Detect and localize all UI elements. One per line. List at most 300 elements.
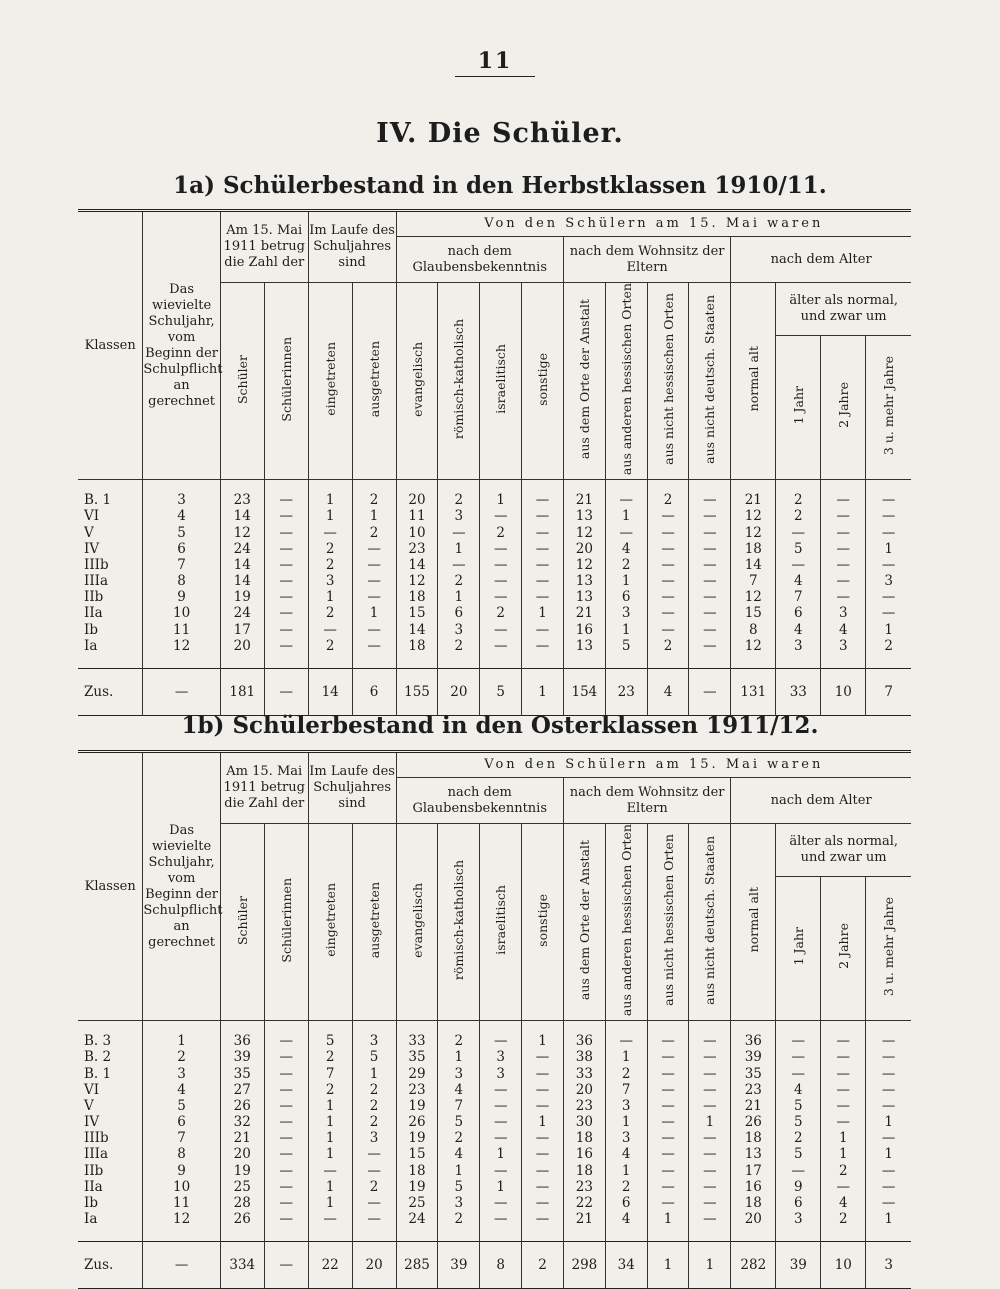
table-cell: 1 (308, 1146, 352, 1162)
table-cell: 8 (143, 573, 220, 589)
table-cell: 36 (731, 1021, 776, 1050)
table-cell: 14 (396, 622, 438, 638)
table-cell: — (522, 1211, 564, 1227)
table-cell: — (522, 524, 564, 540)
header-ausgetreten: ausgetreten (352, 283, 396, 480)
table-cell: 2 (605, 1179, 647, 1195)
table-cell: — (352, 1211, 396, 1227)
table-cell: 4 (438, 1082, 480, 1098)
table-cell: — (647, 622, 689, 638)
table-cell: 39 (220, 1049, 264, 1065)
table-cell: 20 (220, 638, 264, 654)
table-row (78, 638, 911, 654)
total-cell: 8 (480, 1242, 522, 1289)
table-cell: 4 (776, 1082, 821, 1098)
total-cell: 39 (776, 1242, 821, 1289)
table-row (78, 1065, 911, 1081)
total-label: Zus. (78, 668, 143, 715)
table-cell: 3 (480, 1065, 522, 1081)
table-cell: 36 (563, 1021, 605, 1050)
header-von-den-schuelern: Von den Schülern am 15. Mai waren (396, 752, 911, 778)
header-normal-alt: normal alt (731, 283, 776, 480)
class-label: IV (78, 541, 143, 557)
table-cell: 2 (308, 638, 352, 654)
table-cell: 1 (308, 1179, 352, 1195)
table-cell: 6 (143, 541, 220, 557)
class-label: IIb (78, 1163, 143, 1179)
table-cell: — (522, 1130, 564, 1146)
table-cell: — (689, 1195, 731, 1211)
table-cell: — (821, 1021, 866, 1050)
table-cell: 6 (605, 1195, 647, 1211)
table-cell: 13 (563, 638, 605, 654)
table-1a (78, 209, 911, 716)
table-cell: 16 (563, 1146, 605, 1162)
table-cell: — (881, 1130, 896, 1147)
table-cell: 2 (821, 1163, 866, 1179)
class-label: B. 2 (78, 1049, 143, 1065)
table-row (78, 508, 911, 524)
table-cell: 1 (480, 1179, 522, 1195)
table-cell: 2 (308, 1082, 352, 1098)
total-cell: — (264, 1242, 308, 1289)
table-cell: 18 (731, 541, 776, 557)
table-cell: 2 (352, 480, 396, 509)
table-cell: — (605, 524, 647, 540)
table-cell: — (647, 573, 689, 589)
table-cell: 4 (776, 622, 821, 638)
table-cell: 12 (143, 1211, 220, 1227)
table-row (78, 524, 911, 540)
table-cell: — (881, 1195, 896, 1212)
table-cell: — (689, 1065, 731, 1081)
table-cell: 1 (480, 480, 522, 509)
table-cell: — (264, 508, 308, 524)
table-cell: — (480, 1211, 522, 1227)
table-cell: — (438, 557, 480, 573)
table-cell: 11 (143, 1195, 220, 1211)
table-cell: 20 (563, 1082, 605, 1098)
header-alter: nach dem Alter (731, 778, 911, 824)
table-cell: 1 (605, 508, 647, 524)
total-cell: 3 (866, 1242, 911, 1289)
table-cell: — (308, 1211, 352, 1227)
table-cell: 23 (731, 1082, 776, 1098)
table-cell: 7 (143, 1130, 220, 1146)
table-cell: 7 (143, 557, 220, 573)
table-cell: 29 (396, 1065, 438, 1081)
header-zahl: Am 15. Mai 1911 betrug die Zahl der (220, 752, 308, 824)
class-label: V (78, 1098, 143, 1114)
table-row (78, 1179, 911, 1195)
table-cell: 35 (396, 1049, 438, 1065)
header-aelter: älter als normal, und zwar um (776, 283, 911, 336)
table-cell: 2 (352, 1114, 396, 1130)
table-cell: 7 (308, 1065, 352, 1081)
table-cell: 3 (438, 1195, 480, 1211)
table-cell: 19 (396, 1179, 438, 1195)
header-2-jahre: 2 Jahre (821, 335, 866, 479)
table-cell: — (689, 622, 731, 638)
table-cell: 2 (480, 524, 522, 540)
total-cell: 5 (480, 668, 522, 715)
table-cell: — (264, 1098, 308, 1114)
class-label: Ia (78, 638, 143, 654)
table-cell: — (647, 1179, 689, 1195)
table-cell: 4 (605, 1211, 647, 1227)
class-label: Ib (78, 622, 143, 638)
table-cell: 9 (143, 1163, 220, 1179)
table-cell: — (522, 541, 564, 557)
table-cell: 1 (480, 1146, 522, 1162)
table-cell: — (881, 589, 896, 606)
table-cell: 1 (884, 621, 893, 638)
header-nicht-hessischen: aus nicht hessischen Orten (647, 824, 689, 1021)
table-cell: 10 (143, 605, 220, 621)
table-cell: — (522, 638, 564, 654)
table-cell: 21 (731, 480, 776, 509)
total-cell: 154 (563, 668, 605, 715)
table-cell: 5 (352, 1049, 396, 1065)
table-row (78, 1021, 911, 1050)
header-alter: nach dem Alter (731, 237, 911, 283)
table-cell: — (264, 1211, 308, 1227)
table-cell: — (480, 1163, 522, 1179)
table-cell: 1 (647, 1211, 689, 1227)
table-1a-title: 1a) Schülerbestand in den Herbstklassen 1910/11. (173, 172, 827, 199)
total-cell: — (264, 668, 308, 715)
class-label: Ib (78, 1195, 143, 1211)
table-row (78, 573, 911, 589)
table-cell: 2 (438, 1211, 480, 1227)
table-cell: — (689, 1082, 731, 1098)
table-cell: — (352, 622, 396, 638)
total-cell: 2 (522, 1242, 564, 1289)
table-cell: — (264, 480, 308, 509)
table-cell: 1 (605, 573, 647, 589)
table-cell: 4 (821, 1195, 866, 1211)
table-cell: 1 (884, 540, 893, 557)
table-cell: 2 (352, 524, 396, 540)
table-cell: 24 (220, 605, 264, 621)
table-cell: 12 (396, 573, 438, 589)
class-label: IIa (78, 1179, 143, 1195)
header-sonstige: sonstige (522, 824, 564, 1021)
table-cell: — (821, 557, 866, 573)
table-cell: 1 (308, 589, 352, 605)
table-cell: 19 (396, 1098, 438, 1114)
table-cell: — (480, 638, 522, 654)
table-cell: 9 (776, 1179, 821, 1195)
table-row (78, 557, 911, 573)
table-cell: 1 (605, 1114, 647, 1130)
table-cell: 23 (563, 1098, 605, 1114)
table-cell: 1 (605, 1163, 647, 1179)
table-cell: — (881, 1033, 896, 1050)
table-cell: 3 (480, 1049, 522, 1065)
table-cell: — (480, 1082, 522, 1098)
table-cell: — (821, 1082, 866, 1098)
total-cell: 1 (647, 1242, 689, 1289)
header-nicht-hessischen: aus nicht hessischen Orten (647, 283, 689, 480)
table-cell: 2 (308, 541, 352, 557)
table-cell: — (821, 1065, 866, 1081)
header-israelitisch: israelitisch (480, 824, 522, 1021)
table-cell: 5 (776, 1114, 821, 1130)
header-schuljahr: Das wievielte Schuljahr, vom Beginn der Schulpflicht an gerechnet (143, 211, 220, 480)
table-cell: 11 (143, 622, 220, 638)
table-cell: 1 (143, 1021, 220, 1050)
header-glaubensbekenntnis: nach dem Glaubensbekenntnis (396, 237, 563, 283)
total-cell: — (689, 668, 731, 715)
table-cell: — (821, 589, 866, 605)
header-wohnsitz: nach dem Wohnsitz der Eltern (563, 237, 730, 283)
table-cell: — (264, 1195, 308, 1211)
table-cell: — (776, 1163, 821, 1179)
table-cell: — (522, 508, 564, 524)
table-cell: 3 (143, 1065, 220, 1081)
table-cell: 14 (396, 557, 438, 573)
table-cell: — (689, 1098, 731, 1114)
table-cell: 20 (563, 541, 605, 557)
table-cell: 27 (220, 1082, 264, 1098)
table-cell: — (647, 508, 689, 524)
table-cell: 13 (731, 1146, 776, 1162)
table-cell: — (264, 605, 308, 621)
header-schuelerinnen: Schülerinnen (264, 283, 308, 480)
table-cell: — (821, 541, 866, 557)
total-cell: 131 (731, 668, 776, 715)
table-cell: 14 (220, 573, 264, 589)
table-cell: — (264, 1163, 308, 1179)
table-cell: — (689, 573, 731, 589)
header-schuljahr: Das wievielte Schuljahr, vom Beginn der Schulpflicht an gerechnet (143, 752, 220, 1021)
table-cell: — (522, 1065, 564, 1081)
table-cell: 6 (605, 589, 647, 605)
table-cell: — (480, 1098, 522, 1114)
table-cell: 3 (821, 638, 866, 654)
table-cell: 2 (821, 1211, 866, 1227)
header-ausgetreten: ausgetreten (352, 824, 396, 1021)
table-cell: 1 (438, 541, 480, 557)
chapter-title: IV. Die Schüler. (376, 118, 624, 149)
table-cell: — (522, 480, 564, 509)
table-cell: 39 (731, 1049, 776, 1065)
table-cell: 12 (220, 524, 264, 540)
table-cell: — (480, 557, 522, 573)
table-cell: 2 (776, 508, 821, 524)
total-cell: 7 (866, 668, 911, 715)
table-cell: 21 (731, 1098, 776, 1114)
table-cell: — (522, 1179, 564, 1195)
table-cell: — (689, 1146, 731, 1162)
header-ort-anstalt: aus dem Orte der Anstalt (563, 824, 605, 1021)
header-3-jahre: 3 u. mehr Jahre (866, 876, 911, 1020)
table-cell: 4 (821, 622, 866, 638)
class-label: IIIb (78, 557, 143, 573)
table-cell: 2 (605, 557, 647, 573)
table-cell: — (352, 541, 396, 557)
table-cell: — (689, 480, 731, 509)
table-cell: 36 (220, 1021, 264, 1050)
table-cell: 24 (396, 1211, 438, 1227)
table-cell: 5 (776, 541, 821, 557)
table-cell: 4 (143, 508, 220, 524)
table-cell: — (689, 638, 731, 654)
total-cell: 155 (396, 668, 438, 715)
class-label: IIb (78, 589, 143, 605)
table-cell: 7 (776, 589, 821, 605)
total-cell: 282 (731, 1242, 776, 1289)
table-row (78, 1146, 911, 1162)
table-cell: 5 (143, 1098, 220, 1114)
table-cell: — (821, 1098, 866, 1114)
table-cell: 5 (438, 1179, 480, 1195)
header-zahl: Am 15. Mai 1911 betrug die Zahl der (220, 211, 308, 283)
table-cell: 2 (308, 557, 352, 573)
table-cell: — (647, 605, 689, 621)
table-row (78, 622, 911, 638)
table-cell: 3 (143, 480, 220, 509)
header-schuelerinnen: Schülerinnen (264, 824, 308, 1021)
table-cell: — (647, 1130, 689, 1146)
table-cell: — (689, 1130, 731, 1146)
total-row (78, 668, 911, 715)
table-cell: 4 (143, 1082, 220, 1098)
table-cell: — (776, 1065, 821, 1081)
total-cell: — (143, 1242, 220, 1289)
table-row (78, 1211, 911, 1227)
table-cell: — (821, 1114, 866, 1130)
table-cell: — (522, 1146, 564, 1162)
table-cell: 28 (220, 1195, 264, 1211)
table-cell: 12 (563, 557, 605, 573)
table-row (78, 1098, 911, 1114)
table-cell: 14 (220, 557, 264, 573)
table-cell: 1 (352, 605, 396, 621)
table-cell: 18 (563, 1130, 605, 1146)
table-cell: 4 (605, 541, 647, 557)
table-cell: — (522, 573, 564, 589)
table-cell: 32 (220, 1114, 264, 1130)
table-cell: 13 (563, 573, 605, 589)
header-schueler: Schüler (220, 824, 264, 1021)
class-label: V (78, 524, 143, 540)
class-label: B. 1 (78, 480, 143, 509)
table-cell: — (821, 573, 866, 589)
table-cell: 3 (352, 1021, 396, 1050)
table-cell: 1 (308, 1130, 352, 1146)
total-cell: 4 (647, 668, 689, 715)
table-cell: — (522, 589, 564, 605)
table-cell: — (821, 508, 866, 524)
total-cell: 20 (438, 668, 480, 715)
table-cell: 8 (731, 622, 776, 638)
table-cell: 1 (821, 1146, 866, 1162)
table-cell: — (689, 1021, 731, 1050)
table-cell: — (264, 589, 308, 605)
table-cell: — (689, 524, 731, 540)
table-cell: 3 (438, 622, 480, 638)
table-cell: 1 (605, 622, 647, 638)
table-cell: — (522, 1098, 564, 1114)
table-1b-title: 1b) Schülerbestand in den Osterklassen 1911/12. (181, 712, 819, 739)
table-cell: 10 (396, 524, 438, 540)
table-cell: 12 (731, 508, 776, 524)
table-cell: 18 (396, 1163, 438, 1179)
table-cell: 26 (220, 1098, 264, 1114)
table-cell: 25 (220, 1179, 264, 1195)
table-cell: — (881, 1178, 896, 1195)
table-cell: 30 (563, 1114, 605, 1130)
table-cell: — (264, 1065, 308, 1081)
table-cell: 23 (220, 480, 264, 509)
table-row (78, 589, 911, 605)
header-klassen: Klassen (78, 211, 143, 480)
table-cell: — (647, 524, 689, 540)
table-cell: 1 (884, 1146, 893, 1163)
table-cell: 3 (605, 605, 647, 621)
table-cell: — (264, 557, 308, 573)
table-cell: 1 (884, 1114, 893, 1131)
table-cell: — (264, 1146, 308, 1162)
header-nicht-deutschen: aus nicht deutsch. Staaten (689, 283, 731, 480)
table-cell: — (881, 1162, 896, 1179)
table-row (78, 1082, 911, 1098)
header-laufe: Im Laufe des Schuljahres sind (308, 211, 396, 283)
table-cell: — (605, 1021, 647, 1050)
table-cell: — (352, 1195, 396, 1211)
class-label: IIIa (78, 573, 143, 589)
table-cell: — (352, 1163, 396, 1179)
table-cell: 3 (821, 605, 866, 621)
table-cell: 1 (522, 1114, 564, 1130)
header-aelter: älter als normal, und zwar um (776, 824, 911, 877)
table-cell: — (881, 556, 896, 573)
table-cell: 1 (884, 1211, 893, 1228)
table-cell: — (522, 1163, 564, 1179)
table-cell: — (352, 1146, 396, 1162)
table-cell: 20 (396, 480, 438, 509)
class-label: IIa (78, 605, 143, 621)
table-cell: 21 (220, 1130, 264, 1146)
class-label: IV (78, 1114, 143, 1130)
table-cell: 3 (438, 508, 480, 524)
total-cell: 6 (352, 668, 396, 715)
table-cell: 1 (438, 1163, 480, 1179)
table-cell: 6 (143, 1114, 220, 1130)
table-cell: 5 (776, 1098, 821, 1114)
table-cell: 3 (776, 1211, 821, 1227)
table-cell: — (264, 573, 308, 589)
table-cell: 4 (776, 573, 821, 589)
table-cell: — (522, 1049, 564, 1065)
table-cell: — (776, 1049, 821, 1065)
table-cell: 2 (308, 1049, 352, 1065)
table-row (78, 1163, 911, 1179)
total-cell: 10 (821, 1242, 866, 1289)
table-cell: — (881, 492, 896, 509)
total-cell: 14 (308, 668, 352, 715)
table-cell: 2 (438, 480, 480, 509)
header-1-jahr: 1 Jahr (776, 335, 821, 479)
table-cell: 14 (220, 508, 264, 524)
table-cell: 2 (776, 1130, 821, 1146)
table-cell: 2 (647, 480, 689, 509)
table-cell: 15 (396, 605, 438, 621)
class-label: VI (78, 508, 143, 524)
table-cell: 18 (396, 589, 438, 605)
